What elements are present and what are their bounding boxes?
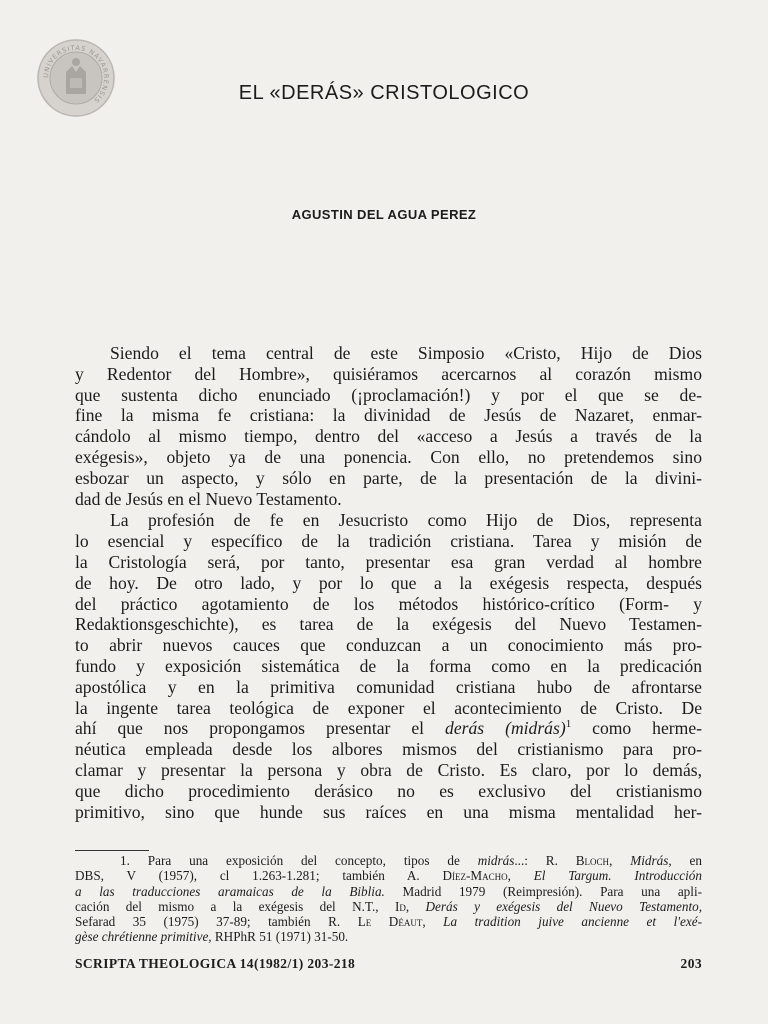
fn-italic: El Targum. Introducción bbox=[533, 868, 702, 884]
body-line: to abrir nuevos cauces que conduzcan a un conocimiento más pro- bbox=[75, 635, 702, 656]
footnote-line bbox=[75, 929, 702, 944]
footnote-line bbox=[75, 884, 702, 899]
fn-text: Madrid 1979 (Reimpresión). Para una apli- bbox=[384, 883, 702, 899]
body-line bbox=[75, 718, 702, 739]
fn-text: 1. Para una exposición del concepto, tipos de bbox=[120, 853, 478, 868]
fn-author: Bloch bbox=[575, 853, 610, 868]
fn-text: , bbox=[405, 898, 426, 914]
body-line: de hoy. De otro lado, y por lo que a la exégesis respecta, después bbox=[75, 572, 702, 593]
fn-text: ...: R. bbox=[514, 853, 576, 868]
page-number: 203 bbox=[680, 956, 702, 971]
fn-text: , bbox=[507, 868, 534, 884]
body-line: primitivo, sino que hunde sus raíces en una misma mentalidad her- bbox=[75, 801, 702, 822]
body-line: néutica empleada desde los albores mismos del cristianismo para pro- bbox=[75, 739, 702, 760]
fn-text: , bbox=[422, 914, 444, 930]
body-line: y Redentor del Hombre», quisiéramos acercarnos al corazón mismo bbox=[75, 363, 702, 384]
fn-text: RHPhR 51 (1971) 31-50. bbox=[211, 929, 349, 945]
fn-italic: Midrás bbox=[630, 853, 669, 868]
body-line: fundo y exposición sistemática de la forma como en la predicación bbox=[75, 655, 702, 676]
fn-italic: a las traducciones aramaicas de la Biblia. bbox=[75, 883, 385, 899]
body-line: cándolo al mismo tiempo, dentro del «acceso a Jesús a través de la bbox=[75, 426, 702, 447]
body-line: Redaktionsgeschichte), es tarea de la exégesis del Nuevo Testamen- bbox=[75, 614, 702, 635]
footnote-line bbox=[75, 853, 702, 868]
body-line: Siendo el tema central de este Simposio «Cristo, Hijo de Dios bbox=[110, 343, 702, 363]
body-line: esbozar un aspecto, y sólo en parte, de la presentación de la divini- bbox=[75, 467, 702, 488]
university-seal-logo bbox=[36, 38, 116, 118]
fn-text: Sefarad 35 (1975) 37-89; también R. bbox=[75, 914, 358, 930]
fn-author: Le Déaut bbox=[357, 914, 423, 930]
svg-text:UNIVERSITAS NAVARRENSIS: UNIVERSITAS NAVARRENSIS bbox=[41, 43, 111, 105]
article-author: AGUSTIN DEL AGUA PEREZ bbox=[291, 207, 477, 222]
body-line: fine la misma fe cristiana: la divinidad de Jesús de Nazaret, enmar- bbox=[75, 405, 702, 426]
fn-text: , bbox=[609, 853, 631, 868]
fn-italic: La tradition juive ancienne et l'exé- bbox=[443, 914, 703, 930]
paragraph-2 bbox=[75, 510, 702, 822]
body-line: que dicho procedimiento derásico no es exclusivo del cristianismo bbox=[75, 780, 702, 801]
fn-italic: gèse chrétienne primitive, bbox=[75, 929, 212, 945]
paragraph-1 bbox=[75, 343, 702, 509]
article-body bbox=[75, 343, 702, 822]
footnote-line bbox=[75, 868, 702, 883]
article-title: EL «DERÁS» CRISTOLOGICO bbox=[238, 82, 530, 104]
body-line: lo esencial y específico de la tradición cristiana. Tarea y misión de bbox=[75, 531, 702, 552]
footnote-line bbox=[75, 914, 702, 929]
footnote-line bbox=[75, 899, 702, 914]
footnote-1 bbox=[75, 853, 702, 945]
fn-author: Id bbox=[394, 898, 406, 914]
line-text: como herme- bbox=[571, 718, 703, 739]
line-text: ahí que nos propongamos presentar el bbox=[75, 718, 446, 739]
footnote-divider bbox=[75, 850, 149, 851]
fn-text: , en bbox=[668, 853, 702, 868]
body-line: apostólica y en la primitiva comunidad cristiana hubo de afrontarse bbox=[75, 676, 702, 697]
body-line: dad de Jesús en el Nuevo Testamento. bbox=[75, 488, 342, 509]
body-line: la Cristología será, por tanto, presentar esa gran verdad al hombre bbox=[75, 551, 702, 572]
body-line: La profesión de fe en Jesucristo como Hijo de Dios, representa bbox=[110, 510, 702, 531]
body-line: clamar y presentar la persona y obra de Cristo. Es claro, por lo demás, bbox=[75, 759, 702, 780]
body-line: exégesis», objeto ya de una ponencia. Con ello, no pretendemos sino bbox=[75, 446, 702, 467]
fn-italic: midrás bbox=[477, 853, 515, 868]
fn-author: Díez-Macho bbox=[442, 868, 508, 884]
body-line: la ingente tarea teológica de exponer el acontecimiento de Cristo. De bbox=[75, 697, 702, 718]
body-line: del práctico agotamiento de los métodos histórico-crítico (Form- y bbox=[75, 593, 702, 614]
fn-text: DBS, V (1957), cl 1.263-1.281; también A. bbox=[75, 868, 443, 884]
fn-italic: Derás y exégesis del Nuevo Testamento, bbox=[425, 898, 702, 914]
body-line: que sustenta dicho enunciado (¡proclamación!) y por el que se de- bbox=[75, 384, 702, 405]
journal-citation: SCRIPTA THEOLOGICA 14(1982/1) 203-218 bbox=[75, 956, 356, 971]
footnote-reference[interactable]: 1 bbox=[565, 718, 572, 731]
fn-text: cación del mismo a la exégesis del N.T., bbox=[75, 898, 395, 914]
italic-term: derás (midrás) bbox=[445, 718, 566, 739]
